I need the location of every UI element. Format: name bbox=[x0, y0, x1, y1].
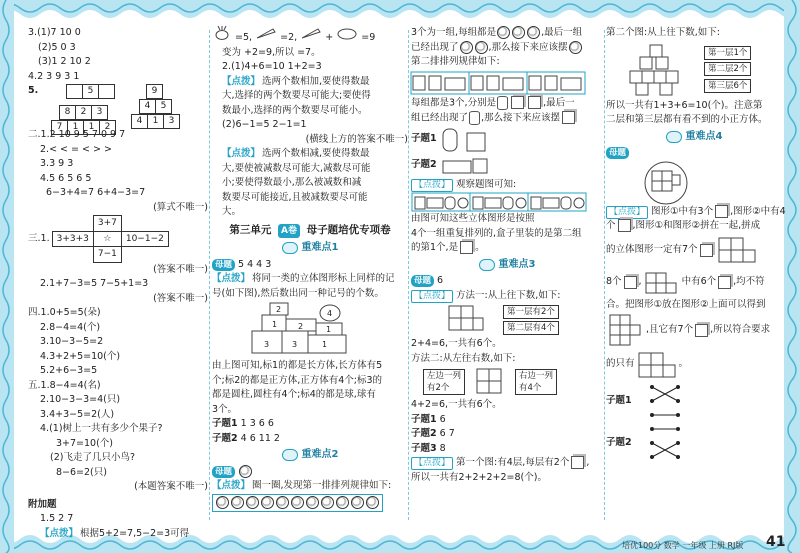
answer-line: 3.10−3−5=2 bbox=[40, 336, 104, 347]
text: ,那么接下来应该摆 bbox=[481, 112, 561, 123]
sub-question-label: 子题3 bbox=[411, 442, 437, 454]
key-point-icon bbox=[282, 242, 298, 254]
hint-label: 【点拨】 bbox=[40, 527, 79, 539]
svg-text:4: 4 bbox=[327, 309, 333, 318]
unit-name: 第三单元 bbox=[229, 223, 272, 236]
key-point-icon bbox=[666, 131, 682, 143]
text: 的第1个,是 bbox=[411, 242, 459, 253]
fruit-equation: =5, =2, + =9 bbox=[212, 26, 408, 46]
sub-question-label: 子题2 bbox=[606, 436, 632, 448]
column-label: 左边一列 有2个 bbox=[423, 369, 465, 395]
cylinder-icon bbox=[497, 96, 508, 110]
table-cell: 10−1−2 bbox=[121, 231, 168, 247]
text: ,且它有7个 bbox=[646, 323, 694, 335]
ball-icon bbox=[216, 496, 229, 509]
answer-line: 4.5 6 5 6 5 bbox=[40, 172, 92, 184]
cube-icon bbox=[618, 219, 631, 232]
answer-text: 5 4 4 3 bbox=[238, 258, 272, 270]
key-point-label: 重难点3 bbox=[498, 258, 536, 270]
answer-page bbox=[14, 18, 786, 550]
pyramid-cell: 4 bbox=[139, 99, 156, 114]
cylinder-icon bbox=[469, 111, 480, 125]
answer-line: 4.(1)树上一共有多少个果子? bbox=[40, 423, 163, 434]
ball-icon bbox=[231, 496, 244, 509]
ball-icon bbox=[569, 41, 582, 54]
left-wave-border bbox=[0, 0, 14, 553]
hint-text: 方法一:从上往下数,如下: bbox=[456, 289, 561, 301]
hint-text: 数最小,选择的两个数要尽可能小。 bbox=[222, 104, 368, 116]
text: ,均不符 bbox=[733, 276, 765, 288]
pyramid-cell: 1 bbox=[83, 120, 100, 135]
hint-text: 圈一圈,发现第一排排列规律如下: bbox=[252, 480, 392, 491]
mother-question-badge: 母题 bbox=[606, 147, 629, 159]
hint-label: 【点拨】 bbox=[411, 179, 453, 192]
key-point-heading bbox=[212, 448, 408, 463]
hint-block bbox=[212, 75, 408, 90]
unit-title bbox=[212, 223, 408, 239]
explanation-text: 都是圆柱,圆柱有4个;标4的都是球,球有 bbox=[212, 389, 376, 400]
stacked-cubes-figure bbox=[465, 367, 515, 397]
explanation-text: 8个 , 中有6个 ,均不符 bbox=[606, 268, 782, 298]
layer-label: 第二层2个 bbox=[704, 62, 751, 76]
answer-line: (2)飞走了几只小鸟? bbox=[50, 452, 135, 463]
explanation-text bbox=[411, 111, 603, 126]
column-4 bbox=[606, 26, 786, 526]
explanation-text: 第二个图:从上往下数,如下: bbox=[606, 27, 720, 38]
hint-text: 大。 bbox=[222, 206, 242, 217]
ball-icon bbox=[512, 26, 525, 39]
hint-label: 【点拨】 bbox=[212, 273, 251, 284]
pyramid-cell: 5 bbox=[82, 84, 99, 99]
hint-block bbox=[411, 289, 603, 304]
paper-title: 母子题培优专项卷 bbox=[306, 223, 391, 236]
text: 8个 bbox=[606, 276, 622, 288]
answer-line: 3.3 9 3 bbox=[40, 158, 74, 169]
column-divider bbox=[408, 30, 409, 520]
pyramid-cell: 5 bbox=[155, 99, 172, 114]
answer-line: 5.2+6−3=5 bbox=[40, 365, 98, 376]
cube-icon bbox=[624, 276, 637, 289]
explanation-text: 4个一组重复排列的,盒子里装的是第二组 bbox=[411, 227, 582, 239]
hint-text: ,图形②中有4 bbox=[730, 205, 786, 217]
ball-icon bbox=[276, 496, 289, 509]
sub-question-label: 子题1 bbox=[411, 413, 437, 425]
equation-text: =2, bbox=[280, 32, 298, 43]
hint-text: 将同一类的立体图形标上同样的记 bbox=[252, 273, 395, 284]
table-cell: ☆ bbox=[93, 231, 121, 247]
explanation-text bbox=[606, 234, 782, 268]
answer-line: 2.(1)4+6=10 1+2=3 bbox=[222, 61, 322, 72]
pyramid-cell: 9 bbox=[146, 84, 163, 99]
answer-line: 3+7=10(个) bbox=[56, 437, 114, 449]
hint-block: 【点拨】 第一个图:有4层,每层有2个 , bbox=[411, 456, 603, 471]
pyramid-cell: 8 bbox=[59, 105, 76, 120]
explanation-text: 由图可知这些立体图形是按照 bbox=[411, 213, 535, 224]
hint-label: 【点拨】 bbox=[411, 457, 453, 470]
pyramid-cell: 3 bbox=[163, 114, 180, 129]
connect-lines-figure bbox=[646, 381, 686, 421]
cube-icon bbox=[511, 96, 524, 109]
key-point-label: 重难点4 bbox=[685, 130, 723, 142]
sub-question bbox=[606, 422, 782, 464]
carrot-icon bbox=[300, 26, 322, 40]
cube-icon bbox=[718, 276, 731, 289]
answer-text: 6 bbox=[437, 275, 444, 286]
stacked-cubes-figure bbox=[626, 43, 690, 97]
pyramid-cell: 3 bbox=[91, 105, 108, 120]
cuboid-icon bbox=[571, 456, 584, 469]
key-point-label: 重难点2 bbox=[301, 449, 339, 460]
svg-text:3: 3 bbox=[292, 340, 298, 349]
sub-question-label: 子题1 bbox=[411, 133, 437, 145]
svg-text:3: 3 bbox=[264, 340, 270, 349]
pyramid-left bbox=[52, 84, 116, 135]
column-1 bbox=[28, 26, 208, 539]
answer-line: (算式不唯一) bbox=[153, 201, 208, 213]
hint-text: 第一个图:有4层,每层有2个 bbox=[456, 457, 570, 468]
explanation-text: 个;标2的都是正方体,正方体有4个;标3的 bbox=[212, 374, 383, 386]
answer-line: 3.4+3−5=2(人) bbox=[40, 408, 115, 420]
answer-line: 6−3+4=7 6+4−3=7 bbox=[46, 187, 146, 198]
explanation-text: 的只有 。 bbox=[606, 348, 782, 380]
key-point-heading bbox=[212, 241, 408, 256]
ball-icon bbox=[366, 496, 379, 509]
text: ,最后一组 bbox=[541, 27, 583, 38]
answer-line: 3.(1)7 10 0 bbox=[28, 27, 81, 38]
answer-text: 8 bbox=[439, 442, 446, 454]
layer-label: 第二层有4个 bbox=[503, 321, 559, 335]
hint-block bbox=[212, 147, 408, 162]
mother-question-badge: 母题 bbox=[212, 466, 235, 478]
answer-line: 变为 +2=9,所以 =7。 bbox=[222, 46, 321, 58]
answer-line: 方法二:从左往右数,如下: bbox=[411, 352, 516, 364]
answer-line: 4+2=6,一共有6个。 bbox=[411, 399, 502, 410]
column-label: 右边一列 有4个 bbox=[515, 369, 557, 395]
cabbage-icon bbox=[336, 26, 358, 40]
solid-shapes-figure bbox=[212, 301, 402, 359]
pyramid-right bbox=[132, 84, 180, 129]
explanation-text: 所以一共有1+3+6=10(个)。注意第 bbox=[606, 99, 763, 111]
stacked-cubes-figure bbox=[445, 304, 485, 336]
text: 中有6个 bbox=[681, 276, 717, 288]
hint-text: 观察题图可知: bbox=[456, 178, 517, 190]
svg-text:1: 1 bbox=[322, 340, 328, 349]
ball-icon bbox=[351, 496, 364, 509]
cube-icon bbox=[715, 205, 728, 218]
shape-sequence-figure bbox=[411, 70, 597, 96]
hint-block bbox=[606, 205, 786, 220]
paper-badge: A卷 bbox=[278, 224, 300, 239]
mother-question-badge: 母题 bbox=[212, 259, 235, 271]
cuboid-icon bbox=[460, 241, 473, 254]
explanation-text bbox=[606, 219, 782, 234]
ball-icon bbox=[306, 496, 319, 509]
ball-icon bbox=[527, 26, 540, 39]
answer-line: (本题答案不唯一) bbox=[134, 481, 208, 492]
answer-line: 2.1+7−3=5 7−5+1=3 bbox=[40, 278, 149, 289]
layer-figure bbox=[411, 303, 603, 337]
hint-block bbox=[411, 178, 603, 193]
explanation-text bbox=[411, 96, 603, 111]
hint-text: 选两个数相减,要使得数最 bbox=[262, 148, 370, 159]
key-point-heading bbox=[606, 130, 782, 145]
connect-lines-figure bbox=[646, 423, 686, 463]
pyramid-cell bbox=[98, 84, 115, 99]
column-2 bbox=[212, 26, 408, 526]
text: ,最后一 bbox=[543, 97, 575, 108]
sub-question bbox=[411, 154, 603, 178]
hint-text: 大,要使被减数尽可能大,减数尽可能 bbox=[222, 162, 371, 174]
answer-text: 6 bbox=[439, 413, 446, 425]
answer-line bbox=[28, 527, 208, 542]
explanation-text bbox=[411, 26, 603, 41]
equation-text: =5, bbox=[235, 32, 253, 43]
cube-icon bbox=[562, 111, 575, 124]
column-divider bbox=[209, 30, 210, 520]
ball-icon bbox=[460, 41, 473, 54]
answer-text: 4 6 11 2 bbox=[240, 432, 280, 444]
sub-question-label: 子题2 bbox=[411, 159, 437, 171]
layer-figure bbox=[606, 41, 782, 99]
svg-text:1: 1 bbox=[326, 325, 332, 334]
mother-question bbox=[606, 146, 782, 161]
answer-line: (横线上方的答案不唯一) bbox=[305, 133, 408, 145]
carrot-icon bbox=[255, 26, 277, 40]
text: 个 bbox=[606, 220, 616, 231]
answer-line: 所以一共有2+2+2+2=8(个)。 bbox=[411, 471, 547, 483]
ball-icon bbox=[336, 496, 349, 509]
layer-label: 第三层6个 bbox=[704, 79, 751, 93]
hint-text: 选两个数相加,要使得数最 bbox=[262, 75, 370, 87]
key-point-icon bbox=[479, 259, 495, 271]
hint-text: 数要尽可能接近,且被减数要尽可能 bbox=[222, 191, 368, 203]
answer-line: (2)5 0 3 bbox=[38, 41, 76, 53]
sub-question bbox=[411, 427, 603, 442]
cuboid-figure bbox=[437, 155, 497, 177]
answer-line: 4.2 3 9 3 1 bbox=[28, 70, 80, 82]
ball-sequence bbox=[212, 494, 383, 513]
answer-line: 2.10−3−3=4(只) bbox=[40, 394, 121, 405]
explanation-text: 合。把图形①放在图形②上面可以得到 bbox=[606, 298, 766, 310]
text: ,图形①和图形②拼在一起,拼成 bbox=[632, 220, 761, 231]
mother-question bbox=[411, 274, 603, 289]
column-divider bbox=[604, 30, 605, 520]
turnip-icon bbox=[212, 26, 232, 40]
shape-group-figure bbox=[411, 192, 597, 212]
cylinder-cube-figure bbox=[437, 127, 497, 153]
cuboid-icon bbox=[528, 96, 541, 109]
svg-text:1: 1 bbox=[272, 320, 278, 329]
hint-text: 小;要使得数最小,那么被减数和减 bbox=[222, 177, 362, 188]
hint-label: 【点拨】 bbox=[411, 290, 453, 303]
answer-line: 1.5 2 7 bbox=[40, 513, 74, 524]
key-point-icon bbox=[282, 449, 298, 461]
hint-label: 【点拨】 bbox=[222, 148, 261, 159]
layer-labels bbox=[503, 305, 559, 336]
answer-line: 五.1.8−4=4(名) bbox=[28, 379, 101, 391]
equation-text: =9 bbox=[361, 32, 376, 43]
answer-line: (答案不唯一) bbox=[153, 292, 208, 304]
ball-icon bbox=[239, 465, 252, 478]
section-heading: 附加题 bbox=[28, 498, 57, 510]
pyramid-cell: 2 bbox=[99, 120, 116, 135]
cube-icon bbox=[695, 324, 708, 337]
answer-line: 2.< < = < > > bbox=[40, 143, 112, 155]
mother-question-badge: 母题 bbox=[411, 275, 434, 287]
answer-line: 8−6=2(只) bbox=[56, 466, 107, 478]
answer-line: 四.1.0+5=5(朵) bbox=[28, 307, 101, 318]
pyramid-cell: 7 bbox=[51, 120, 68, 135]
ball-icon bbox=[475, 41, 488, 54]
text: 组已经出现了 bbox=[411, 112, 469, 123]
explanation-text: 3个。 bbox=[212, 403, 238, 415]
mother-question bbox=[212, 258, 408, 273]
hint-text: 号(如下图),然后数出同一种记号的个数。 bbox=[212, 287, 384, 299]
answer-line: 二.1.2 10 9 5 7 0 9 7 bbox=[28, 129, 126, 140]
text: 3个为一组,每组都是 bbox=[411, 27, 497, 38]
answer-text: 1 3 6 6 bbox=[240, 418, 274, 429]
sub-question bbox=[606, 380, 782, 422]
answer-line: (2)6−1=5 2−1=1 bbox=[222, 119, 307, 130]
ball-icon bbox=[291, 496, 304, 509]
hint-label: 【点拨】 bbox=[606, 206, 648, 219]
cube-ring-figure bbox=[636, 161, 696, 205]
layer-label: 第一层1个 bbox=[704, 46, 751, 60]
answer-line: 三.1. bbox=[28, 232, 50, 244]
stacked-cubes-figure bbox=[635, 349, 679, 379]
text: 已经出现了 bbox=[411, 41, 459, 53]
column-figure bbox=[411, 366, 603, 398]
text: ,所以符合要求 bbox=[710, 323, 771, 335]
ball-icon bbox=[261, 496, 274, 509]
text: 每组都是3个,分别是 bbox=[411, 97, 497, 108]
hint-text: 根据5+2=7,5−2=3可得 bbox=[80, 527, 190, 539]
hint-block bbox=[212, 272, 408, 287]
number-pyramids bbox=[28, 84, 208, 132]
sub-question bbox=[411, 126, 603, 154]
hint-text: 图形①中有3个 bbox=[651, 205, 714, 217]
column-3 bbox=[411, 26, 603, 526]
table-cell: 3+7 bbox=[93, 216, 121, 232]
text: ,那么接下来应该摆 bbox=[488, 41, 568, 53]
explanation-text: 二层和第三层都有看不到的小正方体。 bbox=[606, 114, 768, 125]
key-point-heading bbox=[411, 258, 603, 273]
explanation-text: 第二排排列规律如下: bbox=[411, 56, 500, 67]
sub-question bbox=[411, 442, 603, 457]
layer-label: 第一层有2个 bbox=[503, 305, 559, 319]
answer-line: 2.8−4=4(个) bbox=[40, 321, 101, 333]
page-number: 41 bbox=[766, 534, 786, 550]
pyramid-cell: 1 bbox=[147, 114, 164, 129]
sub-question bbox=[212, 417, 408, 432]
explanation-text bbox=[606, 312, 782, 348]
expression-table bbox=[52, 215, 169, 263]
answer-line: 5. bbox=[28, 85, 39, 96]
answer-line: 2+4=6,一共有6个。 bbox=[411, 338, 502, 349]
explanation-text: 由上图可知,标1的都是长方体,长方体有5 bbox=[212, 360, 383, 371]
hint-label: 【点拨】 bbox=[212, 480, 251, 491]
text: 的立体图形一定有7个 bbox=[606, 244, 698, 256]
sub-question-label: 子题2 bbox=[212, 432, 238, 444]
text: 的只有 bbox=[606, 357, 635, 369]
stacked-cubes-figure bbox=[642, 269, 682, 297]
svg-text:2: 2 bbox=[276, 305, 282, 314]
pyramid-cell: 4 bbox=[131, 114, 148, 129]
hint-label: 【点拨】 bbox=[222, 75, 261, 87]
explanation-text: 的第1个,是 。 bbox=[411, 242, 485, 253]
answer-line: (3)1 2 10 2 bbox=[38, 56, 91, 67]
sub-question-label: 子题1 bbox=[606, 394, 632, 406]
ball-icon bbox=[321, 496, 334, 509]
table-cell: 7−1 bbox=[93, 247, 121, 263]
triangle-grid bbox=[28, 215, 208, 263]
pyramid-cell bbox=[66, 84, 83, 99]
hint-block bbox=[212, 479, 408, 494]
explanation-text bbox=[411, 41, 603, 56]
answer-text: 6 7 bbox=[439, 428, 455, 439]
layer-labels bbox=[704, 46, 751, 94]
book-footer: 培优100分 数学 一年级 上册 RJ版 bbox=[622, 541, 744, 550]
ball-icon bbox=[246, 496, 259, 509]
mother-question bbox=[212, 465, 408, 480]
answer-line: 4.3+2+5=10(个) bbox=[40, 350, 121, 362]
svg-text:2: 2 bbox=[298, 322, 304, 331]
pyramid-cell: 1 bbox=[67, 120, 84, 135]
sub-question-label: 子题2 bbox=[411, 428, 437, 439]
pyramid-cell: 2 bbox=[75, 105, 92, 120]
hint-text: 大,选择的两个数要尽可能大;要使得 bbox=[222, 90, 371, 101]
ball-icon bbox=[497, 26, 510, 39]
key-point-label: 重难点1 bbox=[301, 242, 339, 253]
stacked-cubes-figure bbox=[606, 313, 646, 347]
sub-question-label: 子题1 bbox=[212, 418, 238, 429]
table-cell: 3+3+3 bbox=[52, 231, 93, 247]
stacked-cubes-figure bbox=[715, 234, 759, 268]
cube-icon bbox=[700, 244, 713, 257]
sub-question bbox=[212, 432, 408, 447]
right-wave-border bbox=[784, 0, 800, 553]
sub-question bbox=[411, 413, 603, 428]
answer-line: (答案不唯一) bbox=[153, 263, 208, 275]
